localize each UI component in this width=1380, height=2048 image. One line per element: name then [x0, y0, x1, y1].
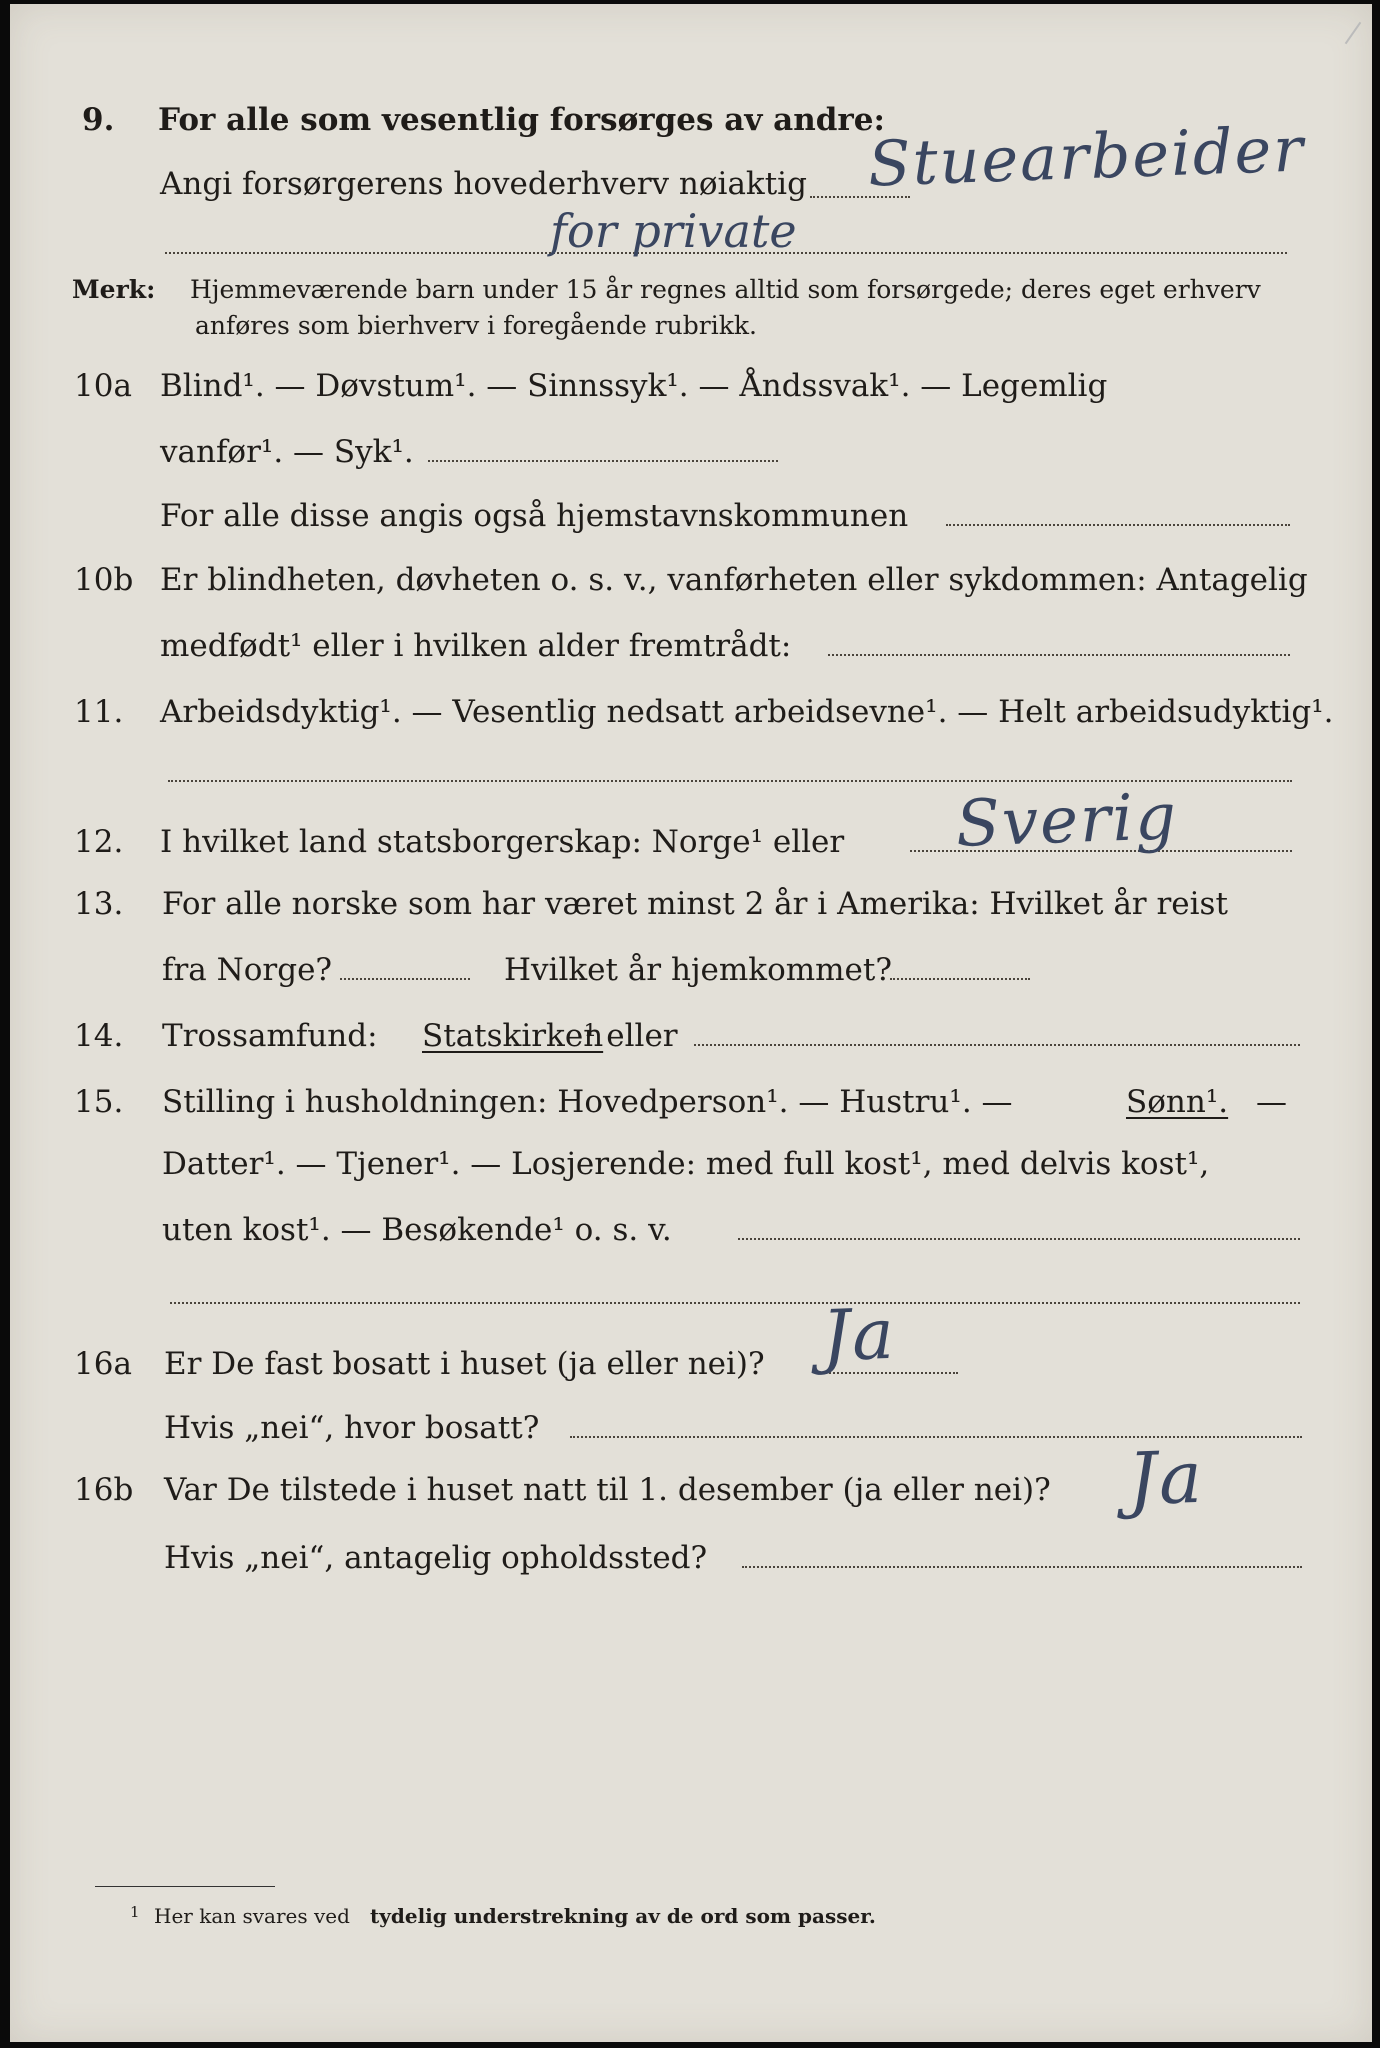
q9-text: For alle som vesentlig forsørges av andre:: [158, 102, 885, 138]
q13-reist-dots: [340, 978, 470, 980]
q15-sonn-underlined: Sønn¹.: [1126, 1084, 1229, 1120]
q11-number: 11.: [74, 694, 124, 730]
q14-suffix: ¹ eller: [584, 1018, 678, 1054]
footnote-mark: 1: [130, 1903, 140, 1921]
q11-text1: Arbeidsdyktig¹. — Vesentlig nedsatt arbeidsevne¹. — Helt arbeidsudyktig¹.: [160, 694, 1334, 730]
q9-handwritten-answer2: for private: [550, 204, 797, 258]
merk-text1: Hjemmeværende barn under 15 år regnes alltid som forsørgede; deres eget erhverv: [190, 275, 1261, 304]
q14-prefix: Trossamfund:: [162, 1018, 378, 1054]
q16b-opholdssted-dots: [742, 1566, 1302, 1568]
q15-text2: Datter¹. — Tjener¹. — Losjerende: med full kost¹, med delvis kost¹,: [162, 1146, 1210, 1182]
paper-fold-mark: [1345, 22, 1362, 44]
q13-number: 13.: [74, 886, 124, 922]
q10b-text1: Er blindheten, døvheten o. s. v., vanførheten eller sykdommen: Antagelig: [160, 562, 1308, 598]
q16a-number: 16a: [74, 1346, 132, 1382]
q15-text1a: Stilling i husholdningen: Hovedperson¹. — Hustru¹. —: [162, 1084, 1013, 1120]
q10b-alder-dots: [828, 654, 1290, 656]
q15-text1b: —: [1256, 1084, 1287, 1120]
q16b-text2: Hvis „nei“, antagelig opholdssted?: [164, 1540, 708, 1576]
q15-text3: uten kost¹. — Besøkende¹ o. s. v.: [162, 1212, 672, 1248]
q10a-hjemstavn-dots: [946, 524, 1290, 526]
q10a-text3: For alle disse angis også hjemstavnskommunen: [160, 498, 909, 534]
q9-text2: Angi forsørgerens hovederhverv nøiaktig: [160, 166, 807, 202]
q15-number: 15.: [74, 1084, 124, 1120]
q10a-text1: Blind¹. — Døvstum¹. — Sinnssyk¹. — Åndssvak¹. — Legemlig: [160, 368, 1108, 404]
q16a-text2: Hvis „nei“, hvor bosatt?: [164, 1410, 540, 1446]
q10a-syk-dots: [428, 460, 778, 462]
q10b-text2: medfødt¹ eller i hvilken alder fremtrådt:: [160, 628, 792, 664]
q12-handwritten-answer: Sverig: [954, 780, 1180, 862]
footnote-text-bold: tydelig understrekning av de ord som passer.: [370, 1904, 876, 1928]
q13-text2a: fra Norge?: [162, 952, 333, 988]
q12-number: 12.: [74, 824, 124, 860]
q10b-number: 10b: [74, 562, 134, 598]
q15-answer-rule: [170, 1302, 1300, 1304]
q16b-text1: Var De tilstede i huset natt til 1. desember (ja eller nei)?: [164, 1472, 1051, 1508]
footnote-rule: [95, 1886, 275, 1887]
q9-number: 9.: [82, 102, 115, 138]
q16b-number: 16b: [74, 1472, 134, 1508]
q16b-handwritten-answer: Ja: [1126, 1434, 1206, 1522]
merk-label: Merk:: [72, 275, 156, 304]
q10a-number: 10a: [74, 368, 132, 404]
q16a-text1: Er De fast bosatt i huset (ja eller nei)?: [164, 1346, 765, 1382]
merk-text2: anføres som bierhverv i foregående rubrikk.: [195, 311, 757, 340]
q13-hjemkommet-dots: [890, 978, 1030, 980]
q9-handwritten-answer: Stuearbeider: [866, 112, 1306, 201]
census-form-page: [10, 4, 1372, 2042]
q14-number: 14.: [74, 1018, 124, 1054]
q16a-handwritten-answer: Ja: [820, 1292, 898, 1378]
q12-text1: I hvilket land statsborgerskap: Norge¹ eller: [160, 824, 845, 860]
footnote-text-plain: Her kan svares ved: [154, 1904, 350, 1928]
q14-statskirken-underlined: Statskirken: [422, 1018, 604, 1054]
q15-stilling-dots: [738, 1238, 1300, 1240]
q14-trossamfund-dots: [694, 1044, 1300, 1046]
q10a-text2: vanfør¹. — Syk¹.: [160, 434, 414, 470]
q13-text2b: Hvilket år hjemkommet?: [504, 952, 892, 988]
q13-text1: For alle norske som har været minst 2 år i Amerika: Hvilket år reist: [162, 886, 1228, 922]
